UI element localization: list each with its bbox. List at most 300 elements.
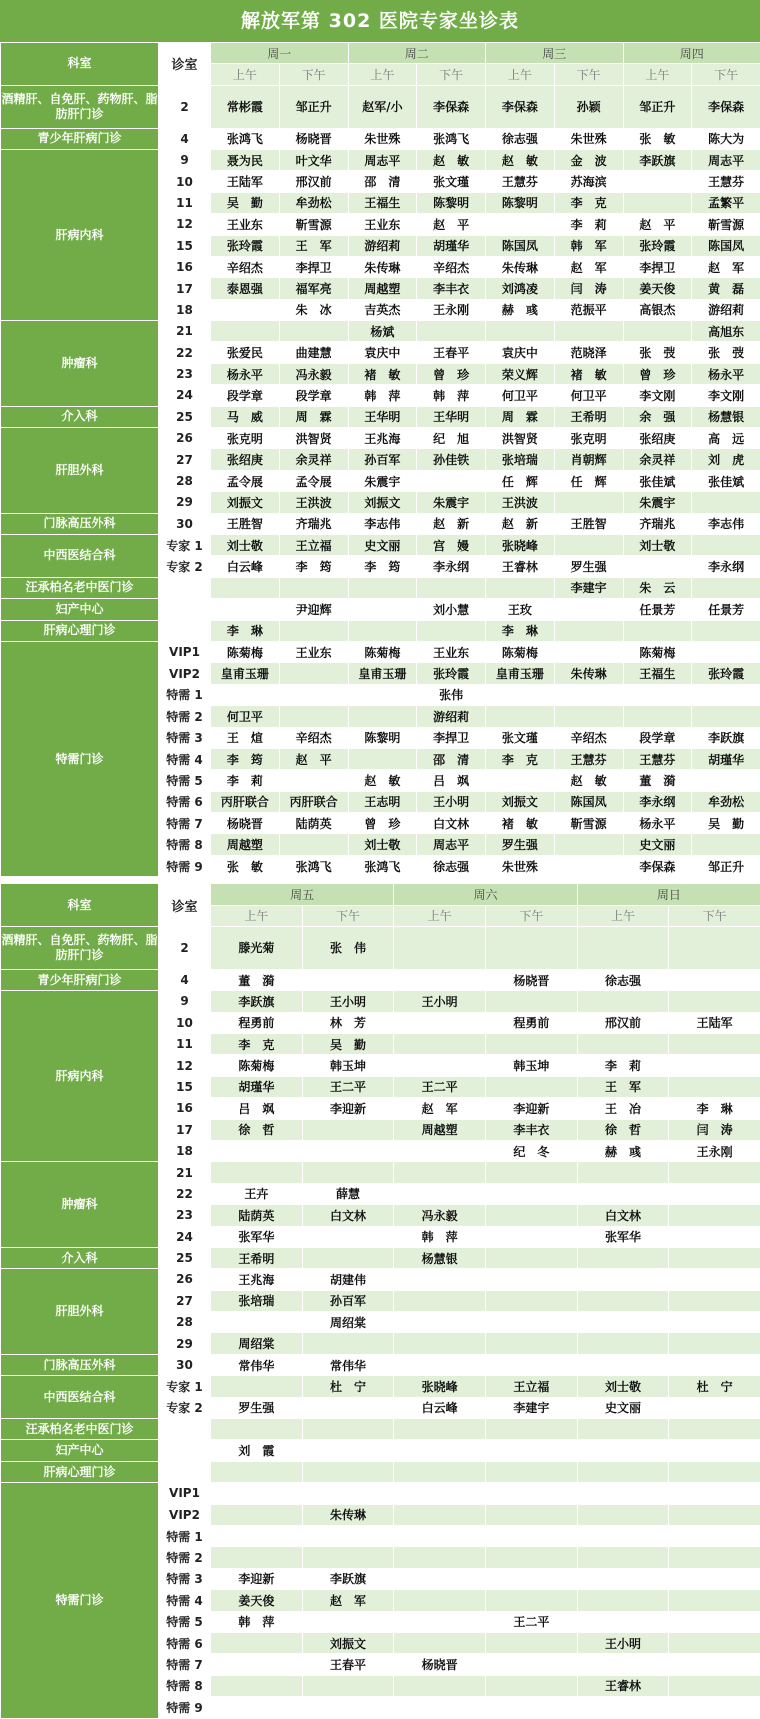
clinic-number: 专家 2 <box>159 1397 211 1418</box>
doctor-cell <box>485 1076 577 1097</box>
doctor-cell <box>394 1290 486 1311</box>
day-header: 周日 <box>577 884 760 905</box>
doctor-cell: 李文刚 <box>623 385 692 406</box>
doctor-cell: 刘 霞 <box>211 1440 303 1461</box>
doctor-cell <box>485 1419 577 1440</box>
schedule-row <box>1 149 760 170</box>
doctor-cell <box>302 1440 394 1461</box>
doctor-cell: 何卫平 <box>554 385 623 406</box>
doctor-cell <box>577 1440 669 1461</box>
doctor-cell: 李 筠 <box>211 748 280 769</box>
clinic-number: 16 <box>159 1098 211 1119</box>
doctor-cell <box>394 1632 486 1653</box>
schedule-row <box>1 1419 760 1440</box>
doctor-cell: 李 筠 <box>279 556 348 577</box>
doctor-cell: 刘士敬 <box>577 1376 669 1397</box>
doctor-cell <box>669 1419 760 1440</box>
schedule-row <box>1 641 760 662</box>
schedule-row <box>1 428 760 449</box>
doctor-cell <box>669 1290 760 1311</box>
doctor-cell: 杨永平 <box>211 363 280 384</box>
doctor-cell <box>669 1312 760 1333</box>
doctor-cell: 陆荫英 <box>279 813 348 834</box>
day-header: 周二 <box>348 43 486 64</box>
doctor-cell <box>577 1333 669 1354</box>
doctor-cell <box>394 1547 486 1568</box>
doctor-cell <box>302 1483 394 1504</box>
pm-header: 下午 <box>279 64 348 85</box>
clinic-number: 30 <box>159 1354 211 1375</box>
doctor-cell <box>485 1525 577 1546</box>
doctor-cell <box>623 684 692 705</box>
doctor-cell <box>577 1461 669 1482</box>
doctor-cell: 程勇前 <box>485 1012 577 1033</box>
department-cell: 特需门诊 <box>1 1483 159 1718</box>
doctor-cell: 李 琳 <box>211 620 280 641</box>
doctor-cell: 邹正升 <box>279 85 348 128</box>
doctor-cell <box>211 1547 303 1568</box>
doctor-cell <box>692 577 760 598</box>
doctor-cell <box>302 1525 394 1546</box>
doctor-cell: 段学章 <box>623 727 692 748</box>
doctor-cell: 何卫平 <box>211 706 280 727</box>
doctor-cell: 李建宇 <box>485 1397 577 1418</box>
doctor-cell <box>554 492 623 513</box>
doctor-cell: 张 弢 <box>692 342 760 363</box>
clinic-number: 21 <box>159 321 211 342</box>
doctor-cell: 游绍莉 <box>417 706 486 727</box>
doctor-cell <box>669 1226 760 1247</box>
doctor-cell: 任景芳 <box>623 599 692 620</box>
doctor-cell: 徐 哲 <box>211 1119 303 1140</box>
clinic-number: 18 <box>159 1140 211 1161</box>
doctor-cell <box>577 1419 669 1440</box>
doctor-cell: 王二平 <box>302 1076 394 1097</box>
doctor-cell: 李 克 <box>554 192 623 213</box>
schedule-row <box>1 620 760 641</box>
doctor-cell: 高旭东 <box>692 321 760 342</box>
doctor-cell: 何卫平 <box>486 385 555 406</box>
clinic-number: 24 <box>159 1226 211 1247</box>
doctor-cell: 程勇前 <box>211 1012 303 1033</box>
doctor-cell <box>669 1055 760 1076</box>
doctor-cell: 泰恩强 <box>211 278 280 299</box>
doctor-cell: 周越塑 <box>394 1119 486 1140</box>
clinic-number: 18 <box>159 299 211 320</box>
doctor-cell: 王立福 <box>279 535 348 556</box>
doctor-cell: 周越塑 <box>348 278 417 299</box>
department-cell: 肿瘤科 <box>1 321 159 407</box>
doctor-cell <box>577 1312 669 1333</box>
doctor-cell <box>577 1483 669 1504</box>
doctor-cell <box>485 1568 577 1589</box>
doctor-cell: 邵 清 <box>348 171 417 192</box>
doctor-cell <box>692 641 760 662</box>
pm-header: 下午 <box>669 905 760 926</box>
doctor-cell: 高 远 <box>692 428 760 449</box>
doctor-cell <box>669 1483 760 1504</box>
schedule-row <box>1 535 760 556</box>
doctor-cell: 周志平 <box>348 149 417 170</box>
doctor-cell: 李 琳 <box>669 1098 760 1119</box>
doctor-cell <box>577 1354 669 1375</box>
doctor-cell <box>485 927 577 970</box>
doctor-cell: 冯永毅 <box>279 363 348 384</box>
clinic-number: 特需 8 <box>159 1675 211 1696</box>
doctor-cell: 赵 军 <box>394 1098 486 1119</box>
doctor-cell <box>302 1162 394 1183</box>
doctor-cell: 陈菊梅 <box>623 641 692 662</box>
doctor-cell: 常彬霞 <box>211 85 280 128</box>
doctor-cell: 牟劲松 <box>279 192 348 213</box>
doctor-cell: 牟劲松 <box>692 791 760 812</box>
clinic-number: 4 <box>159 128 211 149</box>
doctor-cell: 陈大为 <box>692 128 760 149</box>
doctor-cell <box>485 1312 577 1333</box>
schedule-tables <box>0 42 760 1719</box>
clinic-number: 9 <box>159 991 211 1012</box>
clinic-number: VIP1 <box>159 641 211 662</box>
doctor-cell <box>554 834 623 855</box>
doctor-cell <box>279 684 348 705</box>
department-cell: 汪承柏名老中医门诊 <box>1 577 159 598</box>
department-cell: 酒精肝、自免肝、药物肝、脂肪肝门诊 <box>1 927 159 970</box>
doctor-cell: 滕光菊 <box>211 927 303 970</box>
doctor-cell: 张玲霞 <box>417 663 486 684</box>
doctor-cell <box>302 1675 394 1696</box>
doctor-cell: 赵 平 <box>623 214 692 235</box>
doctor-cell <box>302 1333 394 1354</box>
doctor-cell: 洪智贤 <box>279 428 348 449</box>
doctor-cell: 王永刚 <box>669 1140 760 1161</box>
doctor-cell <box>623 620 692 641</box>
doctor-cell: 李永纲 <box>623 791 692 812</box>
doctor-cell <box>417 620 486 641</box>
doctor-cell: 段学章 <box>211 385 280 406</box>
doctor-cell: 闫 涛 <box>669 1119 760 1140</box>
pm-header: 下午 <box>417 64 486 85</box>
doctor-cell: 齐瑞兆 <box>623 513 692 534</box>
doctor-cell: 金 波 <box>554 149 623 170</box>
doctor-cell <box>554 620 623 641</box>
doctor-cell <box>394 969 486 990</box>
doctor-cell <box>417 321 486 342</box>
clinic-number: 9 <box>159 149 211 170</box>
doctor-cell: 张培瑞 <box>211 1290 303 1311</box>
pm-header: 下午 <box>554 64 623 85</box>
doctor-cell: 韩 萍 <box>394 1226 486 1247</box>
doctor-cell: 孙颖 <box>554 85 623 128</box>
doctor-cell <box>394 1675 486 1696</box>
doctor-cell: 靳雪源 <box>554 813 623 834</box>
doctor-cell: 胡瑾华 <box>692 748 760 769</box>
doctor-cell <box>554 641 623 662</box>
clinic-number: 17 <box>159 1119 211 1140</box>
doctor-cell: 张文瑾 <box>486 727 555 748</box>
doctor-cell <box>669 969 760 990</box>
doctor-cell: 张绍庚 <box>211 449 280 470</box>
doctor-cell: 白文林 <box>577 1205 669 1226</box>
doctor-cell: 吕 飒 <box>417 770 486 791</box>
doctor-cell <box>211 599 280 620</box>
doctor-cell <box>211 321 280 342</box>
doctor-cell: 张伟 <box>417 684 486 705</box>
doctor-cell: 朱震宇 <box>417 492 486 513</box>
doctor-cell <box>486 770 555 791</box>
doctor-cell: 李 琳 <box>486 620 555 641</box>
doctor-cell: 王福生 <box>348 192 417 213</box>
doctor-cell: 杨慧银 <box>692 406 760 427</box>
schedule-row <box>1 969 760 990</box>
doctor-cell <box>394 1419 486 1440</box>
doctor-cell: 王 煊 <box>211 727 280 748</box>
doctor-cell <box>211 299 280 320</box>
doctor-cell: 史文丽 <box>623 834 692 855</box>
doctor-cell: 褚 敏 <box>554 363 623 384</box>
doctor-cell <box>485 1654 577 1675</box>
doctor-cell <box>554 855 623 876</box>
clinic-number: 26 <box>159 428 211 449</box>
clinic-number: VIP1 <box>159 1483 211 1504</box>
doctor-cell: 任 辉 <box>554 470 623 491</box>
doctor-cell: 赵 敏 <box>554 770 623 791</box>
doctor-cell <box>623 192 692 213</box>
doctor-cell: 赵 军 <box>302 1590 394 1611</box>
doctor-cell: 王玫 <box>486 599 555 620</box>
pm-header: 下午 <box>302 905 394 926</box>
doctor-cell: 荣义辉 <box>486 363 555 384</box>
day-header: 周四 <box>623 43 760 64</box>
doctor-cell: 张鸿飞 <box>348 855 417 876</box>
schedule-table <box>0 42 760 877</box>
doctor-cell <box>554 321 623 342</box>
doctor-cell <box>577 1654 669 1675</box>
doctor-cell: 赵 敏 <box>348 770 417 791</box>
doctor-cell <box>577 1034 669 1055</box>
doctor-cell: 张晓峰 <box>394 1376 486 1397</box>
doctor-cell <box>692 834 760 855</box>
doctor-cell: 白文林 <box>417 813 486 834</box>
am-header: 上午 <box>348 64 417 85</box>
doctor-cell: 辛绍杰 <box>554 727 623 748</box>
doctor-cell: 张玲霞 <box>623 235 692 256</box>
doctor-cell: 肖朝辉 <box>554 449 623 470</box>
doctor-cell: 王二平 <box>485 1611 577 1632</box>
doctor-cell <box>302 1611 394 1632</box>
doctor-cell <box>485 1269 577 1290</box>
doctor-cell: 张玲霞 <box>692 663 760 684</box>
clinic-number <box>159 1440 211 1461</box>
schedule-row <box>1 513 760 534</box>
doctor-cell: 李 莉 <box>554 214 623 235</box>
doctor-cell: 辛绍杰 <box>279 727 348 748</box>
doctor-cell <box>485 1590 577 1611</box>
doctor-cell: 刘振文 <box>486 791 555 812</box>
pm-header: 下午 <box>692 64 760 85</box>
department-cell: 肝病内科 <box>1 149 159 320</box>
doctor-cell: 杨晓晋 <box>485 969 577 990</box>
doctor-cell <box>669 1269 760 1290</box>
doctor-cell <box>485 1333 577 1354</box>
doctor-cell <box>554 706 623 727</box>
schedule-row <box>1 1354 760 1375</box>
schedule-row <box>1 1247 760 1268</box>
doctor-cell: 赵 平 <box>279 748 348 769</box>
am-header: 上午 <box>486 64 555 85</box>
doctor-cell <box>669 1205 760 1226</box>
doctor-cell <box>577 1568 669 1589</box>
doctor-cell: 王胜智 <box>554 513 623 534</box>
doctor-cell: 皇甫玉珊 <box>348 663 417 684</box>
doctor-cell: 吴 勤 <box>211 192 280 213</box>
clinic-number: 27 <box>159 1290 211 1311</box>
dept-header: 科室 <box>1 884 159 927</box>
clinic-number: 特需 2 <box>159 706 211 727</box>
doctor-cell: 赵 敏 <box>486 149 555 170</box>
doctor-cell: 杨晓晋 <box>279 128 348 149</box>
doctor-cell: 余灵祥 <box>279 449 348 470</box>
doctor-cell: 王小明 <box>417 791 486 812</box>
doctor-cell: 叶文华 <box>279 149 348 170</box>
doctor-cell <box>577 1290 669 1311</box>
doctor-cell: 胡建伟 <box>302 1269 394 1290</box>
doctor-cell: 辛绍杰 <box>211 256 280 277</box>
schedule-row <box>1 321 760 342</box>
doctor-cell <box>279 577 348 598</box>
schedule-row <box>1 991 760 1012</box>
doctor-cell: 王志明 <box>348 791 417 812</box>
doctor-cell: 皇甫玉珊 <box>486 663 555 684</box>
doctor-cell: 孟繁平 <box>692 192 760 213</box>
doctor-cell: 赫 彧 <box>577 1140 669 1161</box>
doctor-cell <box>554 535 623 556</box>
doctor-cell: 王兆海 <box>211 1269 303 1290</box>
doctor-cell <box>348 577 417 598</box>
clinic-number: 特需 4 <box>159 748 211 769</box>
doctor-cell: 王 冶 <box>577 1098 669 1119</box>
clinic-number: 特需 2 <box>159 1547 211 1568</box>
clinic-number: 特需 5 <box>159 770 211 791</box>
clinic-number: 2 <box>159 85 211 128</box>
doctor-cell: 赵军/小 <box>348 85 417 128</box>
doctor-cell: 聂为民 <box>211 149 280 170</box>
doctor-cell: 李跃旗 <box>302 1568 394 1589</box>
doctor-cell: 王陆军 <box>669 1012 760 1033</box>
clinic-number <box>159 599 211 620</box>
doctor-cell: 刘振文 <box>211 492 280 513</box>
doctor-cell <box>577 1525 669 1546</box>
doctor-cell: 王福生 <box>623 663 692 684</box>
doctor-cell <box>485 991 577 1012</box>
doctor-cell: 张爱民 <box>211 342 280 363</box>
doctor-cell <box>669 1525 760 1546</box>
am-header: 上午 <box>394 905 486 926</box>
doctor-cell <box>554 684 623 705</box>
doctor-cell <box>279 834 348 855</box>
department-cell: 肿瘤科 <box>1 1162 159 1248</box>
doctor-cell: 李永纲 <box>692 556 760 577</box>
doctor-cell <box>394 1312 486 1333</box>
doctor-cell <box>669 1333 760 1354</box>
am-header: 上午 <box>623 64 692 85</box>
doctor-cell: 徐志强 <box>486 128 555 149</box>
doctor-cell: 王希明 <box>554 406 623 427</box>
doctor-cell: 李永纲 <box>417 556 486 577</box>
doctor-cell: 张克明 <box>554 428 623 449</box>
doctor-cell: 徐 哲 <box>577 1119 669 1140</box>
clinic-number: 17 <box>159 278 211 299</box>
doctor-cell: 赵 新 <box>486 513 555 534</box>
doctor-cell <box>486 706 555 727</box>
doctor-cell <box>302 1461 394 1482</box>
doctor-cell: 王春平 <box>417 342 486 363</box>
doctor-cell: 朱世殊 <box>348 128 417 149</box>
clinic-number: 30 <box>159 513 211 534</box>
doctor-cell: 王小明 <box>577 1632 669 1653</box>
doctor-cell: 褚 敏 <box>348 363 417 384</box>
doctor-cell: 张克明 <box>211 428 280 449</box>
doctor-cell: 张玲霞 <box>211 235 280 256</box>
doctor-cell: 福军亮 <box>279 278 348 299</box>
schedule-row <box>1 85 760 128</box>
doctor-cell: 王胜智 <box>211 513 280 534</box>
schedule-row <box>1 927 760 970</box>
doctor-cell: 张 敏 <box>211 855 280 876</box>
doctor-cell: 韩 军 <box>554 235 623 256</box>
doctor-cell: 王华明 <box>348 406 417 427</box>
doctor-cell: 张绍庚 <box>623 428 692 449</box>
doctor-cell: 李文刚 <box>692 385 760 406</box>
clinic-number: 专家 1 <box>159 535 211 556</box>
schedule-row <box>1 1461 760 1482</box>
schedule-row <box>1 599 760 620</box>
doctor-cell: 杨永平 <box>692 363 760 384</box>
clinic-number: 特需 1 <box>159 1525 211 1546</box>
doctor-cell: 王希明 <box>211 1247 303 1268</box>
doctor-cell: 纪 冬 <box>485 1140 577 1161</box>
doctor-cell: 齐瑞兆 <box>279 513 348 534</box>
doctor-cell <box>302 1247 394 1268</box>
doctor-cell <box>279 770 348 791</box>
doctor-cell: 孙百军 <box>302 1290 394 1311</box>
doctor-cell: 陈国凤 <box>486 235 555 256</box>
doctor-cell: 宫 嫚 <box>417 535 486 556</box>
doctor-cell: 姜天俊 <box>211 1590 303 1611</box>
doctor-cell <box>394 1483 486 1504</box>
doctor-cell: 王洪波 <box>486 492 555 513</box>
clinic-number: 11 <box>159 192 211 213</box>
doctor-cell <box>669 991 760 1012</box>
doctor-cell: 张鸿飞 <box>279 855 348 876</box>
clinic-number: 4 <box>159 969 211 990</box>
doctor-cell <box>485 1290 577 1311</box>
clinic-number <box>159 620 211 641</box>
doctor-cell: 刘士敬 <box>211 535 280 556</box>
department-cell: 肝病心理门诊 <box>1 620 159 641</box>
doctor-cell <box>577 991 669 1012</box>
am-header: 上午 <box>211 64 280 85</box>
doctor-cell: 刘 虎 <box>692 449 760 470</box>
doctor-cell: 李保森 <box>486 85 555 128</box>
doctor-cell <box>669 927 760 970</box>
doctor-cell: 朱传琳 <box>486 256 555 277</box>
doctor-cell: 罗生强 <box>554 556 623 577</box>
doctor-cell: 白文林 <box>302 1205 394 1226</box>
doctor-cell: 张晓峰 <box>486 535 555 556</box>
doctor-cell: 王永刚 <box>417 299 486 320</box>
doctor-cell: 周志平 <box>692 149 760 170</box>
doctor-cell <box>348 748 417 769</box>
